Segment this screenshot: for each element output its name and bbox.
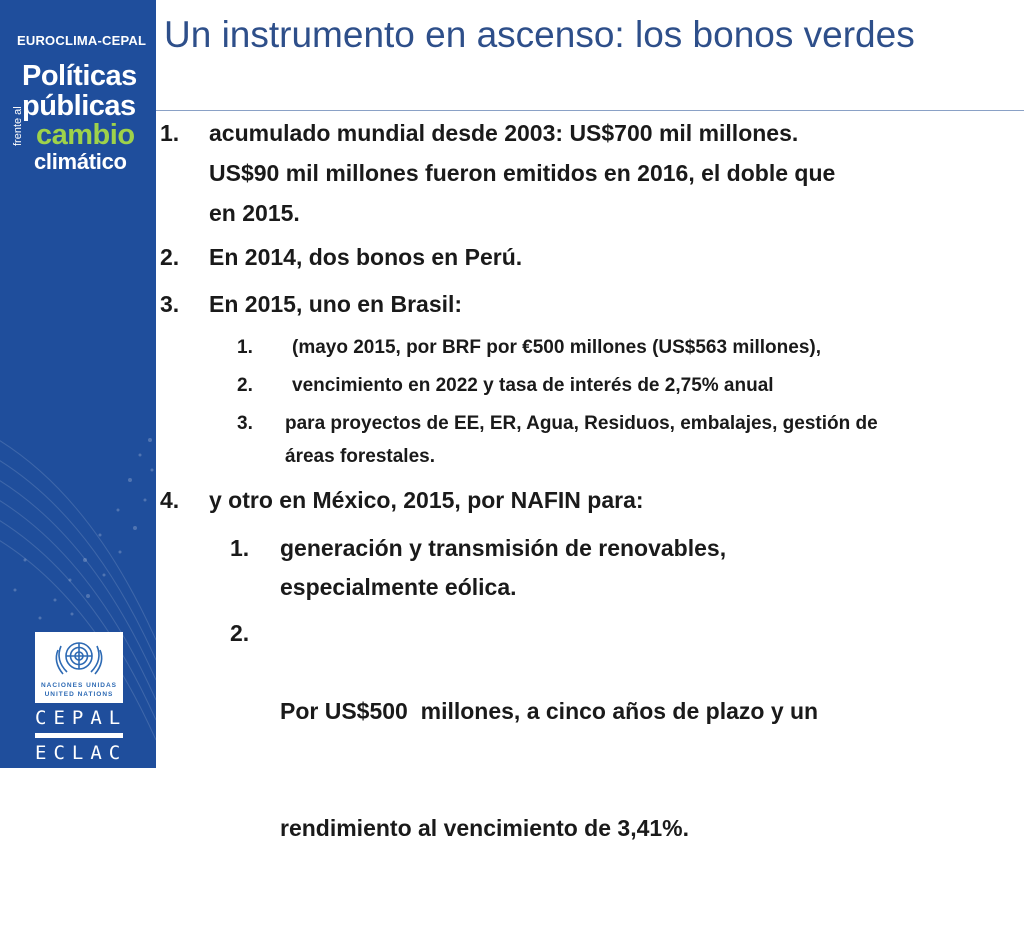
politicas-label: Políticas	[22, 60, 137, 92]
sub-list-text-line: (mayo 2015, por BRF por €500 millones (US$563 millones),	[292, 337, 822, 358]
climatico-label: climático	[34, 149, 127, 174]
list-text-line: US$90 mil millones fueron emitidos en 2016, el doble que	[209, 160, 836, 186]
un-english-label: UNITED NATIONS	[44, 691, 114, 698]
frente-al-label: frente al	[12, 106, 24, 146]
list-text-line: En 2015, uno en Brasil:	[209, 291, 463, 317]
sub-list-text-line: rendimiento al vencimiento de 3,41%.	[280, 815, 690, 841]
sub-list-number: 3.	[237, 413, 253, 434]
un-emblem-icon	[47, 634, 111, 682]
list-text-line: en 2015.	[209, 200, 300, 226]
organization-label: EUROCLIMA-CEPAL	[17, 33, 147, 48]
list-number: 3.	[160, 291, 180, 317]
list-text-line: En 2014, dos bonos en Perú.	[209, 244, 523, 270]
un-cepal-logo	[35, 632, 128, 768]
sub-list-text-line: generación y transmisión de renovables,	[280, 535, 727, 561]
eclac-label: ECLAC	[35, 738, 123, 768]
sub-list-number: 1.	[237, 337, 253, 358]
list-number: 1.	[160, 120, 180, 146]
cepal-label: CEPAL	[35, 703, 123, 733]
publicas-label: públicas	[22, 90, 136, 122]
title-divider	[156, 110, 1024, 111]
list-number: 2.	[160, 244, 180, 270]
sub-list-text-line: especialmente eólica.	[280, 574, 517, 600]
sub-list-number: 2.	[237, 375, 253, 396]
cambio-label: cambio	[36, 119, 135, 151]
slide-title: Un instrumento en ascenso: los bonos verdes	[164, 14, 915, 55]
list-text-line: y otro en México, 2015, por NAFIN para:	[209, 487, 644, 513]
sub-list-number: 1.	[230, 535, 250, 561]
list-text-line: acumulado mundial desde 2003: US$700 mil millones.	[209, 120, 799, 146]
un-spanish-label: NACIONES UNIDAS	[40, 682, 118, 689]
sub-list-text-line: Por US$500 millones, a cinco años de plazo y un	[280, 698, 819, 724]
sub-list-number: 2.	[230, 620, 250, 646]
sub-list-text-line: áreas forestales.	[285, 446, 435, 467]
sub-list-text-line: vencimiento en 2022 y tasa de interés de 2,75% anual	[292, 375, 774, 396]
sub-list-text-line: para proyectos de EE, ER, Agua, Residuos, embalajes, gestión de	[285, 413, 878, 434]
list-number: 4.	[160, 487, 180, 513]
sidebar	[0, 0, 156, 768]
